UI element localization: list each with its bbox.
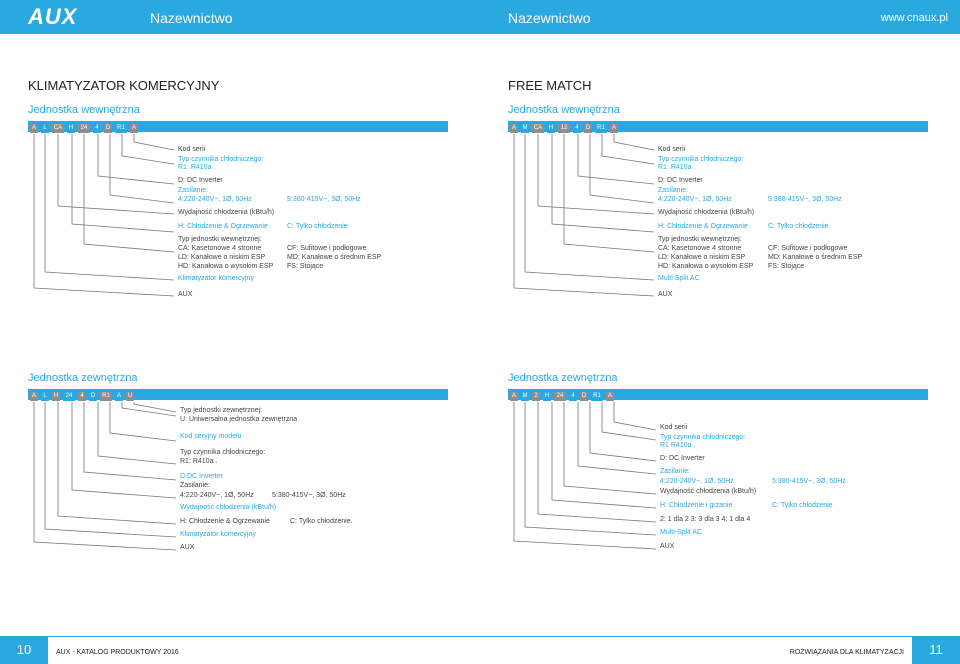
label-text: Zasilanie: bbox=[180, 482, 210, 489]
connector-line bbox=[602, 134, 654, 164]
label-text: Multi-Split AC bbox=[660, 529, 703, 536]
label-text: 5:380-415V~, 3Ø, 50Hz bbox=[772, 478, 846, 485]
label-text: Typ czynnika chłodniczego: bbox=[180, 449, 266, 456]
code-box: R1 bbox=[100, 392, 112, 401]
connector-line bbox=[110, 402, 176, 441]
label-text: 4:220-240V~, 1Ø, 50Hz bbox=[660, 478, 734, 485]
connector-line bbox=[552, 134, 654, 232]
code-box: 24 bbox=[78, 124, 90, 133]
code-box: A bbox=[131, 125, 136, 131]
label-text: Wydajność chłodzenia (kBtu/h) bbox=[178, 209, 275, 216]
code-box: A bbox=[116, 393, 121, 399]
code-box: CA bbox=[533, 125, 543, 131]
code-box: 4 bbox=[573, 124, 581, 133]
code-box: H bbox=[544, 393, 550, 399]
subtitle-freematch-indoor: Jednostka wewnętrzna bbox=[508, 104, 620, 116]
label-text: C: Tylko chłodzenie. bbox=[290, 518, 353, 525]
label-text: 5:380-415V~, 3Ø, 50Hz bbox=[272, 492, 346, 499]
label-text: C: Tylko chłodzenie bbox=[287, 223, 348, 230]
label-text: Typ czynnika chłodniczego: bbox=[660, 434, 746, 441]
label-text: LD: Kanałowe o niskim ESP bbox=[178, 254, 266, 261]
label-text: LD: Kanałowe o niskim ESP bbox=[658, 254, 746, 261]
connector-line bbox=[84, 134, 174, 252]
connector-line bbox=[45, 134, 174, 280]
code-box: U bbox=[127, 393, 133, 399]
code-box: 24 bbox=[554, 392, 566, 401]
label-text: Typ jednostki wewnętrznej: bbox=[658, 236, 742, 243]
code-box: 4 bbox=[93, 124, 101, 133]
label-text: H: Chłodzenie i grzanie bbox=[660, 502, 733, 509]
label-text: Zasilanie: bbox=[178, 187, 208, 194]
label-text: Kod seryjny modelu bbox=[180, 433, 242, 440]
connector-line bbox=[110, 134, 174, 203]
page-number-left: 10 bbox=[0, 636, 48, 664]
code-box: H bbox=[548, 125, 554, 131]
code-box: M bbox=[522, 393, 528, 399]
connector-line bbox=[34, 402, 176, 550]
aux-logo: AUX bbox=[28, 4, 78, 29]
connector-line bbox=[514, 134, 654, 296]
label-text: AUX bbox=[660, 543, 675, 550]
label-text: 5:380-415V~, 3Ø, 50Hz bbox=[768, 196, 842, 203]
code-box: R1 bbox=[115, 124, 127, 133]
label-text: AUX bbox=[180, 544, 195, 551]
code-box: M bbox=[522, 125, 528, 131]
code-box: 4 bbox=[569, 392, 577, 401]
label-text: C: Tylko chłodzenie bbox=[772, 502, 833, 509]
label-text: H: Chłodzenie & Ogrzewanie bbox=[180, 518, 270, 525]
connector-line bbox=[538, 402, 656, 522]
label-text: D: DC Inverter bbox=[658, 177, 703, 184]
label-text: Typ jednostki wewnętrznej: bbox=[178, 236, 262, 243]
code-box: A bbox=[511, 393, 516, 399]
header-title-left: Nazewnictwo bbox=[150, 10, 233, 26]
label-text: Klimatyzator komercyjny bbox=[178, 275, 254, 282]
code-box: A bbox=[511, 125, 516, 131]
header-title-right: Nazewnictwo bbox=[508, 10, 591, 26]
label-text: Kod serii bbox=[660, 424, 688, 431]
label-text: Multi Split AC bbox=[658, 275, 700, 282]
connector-line bbox=[514, 402, 656, 549]
label-text: D: DC Inverter bbox=[178, 177, 223, 184]
label-text: Wydajność chłodzenia (kBtu/h) bbox=[180, 504, 277, 511]
label-text: CA: Kasetonowe 4 stronne bbox=[178, 245, 262, 252]
footer-right-text: ROZWIĄZANIA DLA KLIMATYZACJI bbox=[789, 649, 904, 656]
label-text: HD: Kanałowa o wysokim ESP bbox=[178, 263, 274, 270]
code-box: L bbox=[41, 392, 49, 401]
label-text: D:DC Inverter bbox=[180, 473, 223, 480]
label-text: 2: 1 dla 2 3: 3 dla 3 4: 1 dla 4 bbox=[660, 516, 751, 523]
connector-line bbox=[590, 134, 654, 203]
connector-line bbox=[538, 134, 654, 214]
label-text: MD: Kanałowe o średnim ESP bbox=[768, 254, 863, 261]
label-text: H: Chłodzenie & Ogrzewanie bbox=[658, 223, 748, 230]
connector-line bbox=[564, 134, 654, 252]
connector-line bbox=[122, 402, 176, 416]
subtitle-commercial-outdoor: Jednostka zewnętrzna bbox=[28, 372, 138, 384]
label-text: R1: R410a . bbox=[658, 164, 696, 171]
label-text: CF: Sufitowe i podłogowe bbox=[287, 245, 367, 252]
connector-line bbox=[58, 134, 174, 214]
label-text: Kod serii bbox=[178, 146, 206, 153]
code-box: R1 bbox=[595, 124, 607, 133]
label-text: U: Uniwersalna jednostka zewnętrzna bbox=[180, 416, 298, 423]
label-text: Wydajność chłodzenia (kBtu/h) bbox=[660, 488, 757, 495]
code-box: D bbox=[585, 125, 591, 131]
label-text: Typ jednostki zewnętrznej: bbox=[180, 407, 263, 414]
code-box: 4 bbox=[78, 392, 86, 401]
code-box: D bbox=[90, 393, 96, 399]
code-box: A bbox=[31, 125, 36, 131]
label-text: Typ czynnika chłodniczego: bbox=[658, 156, 744, 163]
code-box: A bbox=[31, 393, 36, 399]
label-text: Kod serii bbox=[658, 146, 686, 153]
label-text: FS: Stojące bbox=[287, 263, 324, 270]
label-text: FS: Stojące bbox=[768, 263, 805, 270]
label-text: Typ czynnika chłodniczego: bbox=[178, 156, 264, 163]
connector-line bbox=[34, 134, 174, 296]
connector-line bbox=[614, 402, 656, 430]
label-text: Zasilanie: bbox=[658, 187, 688, 194]
code-box: H bbox=[68, 125, 74, 131]
label-text: R1 R410a . bbox=[660, 442, 696, 449]
code-box: A bbox=[611, 125, 616, 131]
label-text: H: Chłodzenie & Ogrzewanie bbox=[178, 223, 268, 230]
label-text: MD: Kanałowe o średnim ESP bbox=[287, 254, 382, 261]
connector-line bbox=[525, 402, 656, 535]
label-text: Klimatyzator komercyjny bbox=[180, 531, 256, 538]
code-box: L bbox=[41, 124, 49, 133]
label-text: Zasilanie: bbox=[660, 468, 690, 475]
label-text: R1: R410a . bbox=[178, 164, 216, 171]
connector-line bbox=[578, 134, 654, 184]
section-title-freematch: FREE MATCH bbox=[508, 78, 592, 93]
label-text: CF: Sufitowe i podłogowe bbox=[768, 245, 848, 252]
code-box: A bbox=[607, 393, 612, 399]
code-box: 2 bbox=[532, 392, 540, 401]
connector-line bbox=[590, 402, 656, 461]
code-box: D bbox=[581, 393, 587, 399]
section-title-commercial: KLIMATYZATOR KOMERCYJNY bbox=[28, 78, 220, 93]
header-url[interactable]: www.cnaux.pl bbox=[880, 12, 948, 24]
label-text: 4:220-240V~, 1Ø, 50Hz bbox=[180, 492, 254, 499]
label-text: Wydajność chłodzenia (kBtu/h) bbox=[658, 209, 755, 216]
label-text: 4:220-240V~, 1Ø, 50Hz bbox=[658, 196, 732, 203]
label-text: HD: Kanałowa o wysokim ESP bbox=[658, 263, 754, 270]
connector-line bbox=[614, 134, 654, 150]
connector-line bbox=[122, 134, 174, 164]
connector-line bbox=[58, 402, 176, 524]
label-text: C: Tylko chłodzenie bbox=[768, 223, 829, 230]
connector-line bbox=[72, 134, 174, 232]
label-text: 4:220-240V~, 1Ø, 50Hz bbox=[178, 196, 252, 203]
footer-left-text: AUX - KATALOG PRODUKTOWY 2016 bbox=[56, 649, 179, 656]
code-box: D bbox=[105, 125, 111, 131]
connector-line bbox=[525, 134, 654, 280]
connector-line bbox=[72, 402, 176, 498]
connector-line bbox=[602, 402, 656, 440]
code-box: 12 bbox=[558, 124, 570, 133]
label-text: AUX bbox=[178, 291, 193, 298]
code-box: 24 bbox=[63, 392, 75, 401]
subtitle-freematch-outdoor: Jednostka zewnętrzna bbox=[508, 372, 618, 384]
page-number-right: 11 bbox=[912, 636, 960, 664]
footer-divider bbox=[48, 636, 912, 637]
label-text: R1: R410a . bbox=[180, 458, 218, 465]
code-box: CA bbox=[53, 125, 63, 131]
label-text: AUX bbox=[658, 291, 673, 298]
connector-line bbox=[134, 134, 174, 150]
label-text: CA: Kasetonowe 4 stronne bbox=[658, 245, 742, 252]
connector-line bbox=[98, 134, 174, 184]
subtitle-commercial-indoor: Jednostka wewnętrzna bbox=[28, 104, 140, 116]
label-text: 5:380-415V~, 3Ø, 50Hz bbox=[287, 196, 361, 203]
code-box: H bbox=[53, 393, 59, 399]
code-box: R1 bbox=[591, 392, 603, 401]
label-text: D: DC Inverter bbox=[660, 455, 705, 462]
